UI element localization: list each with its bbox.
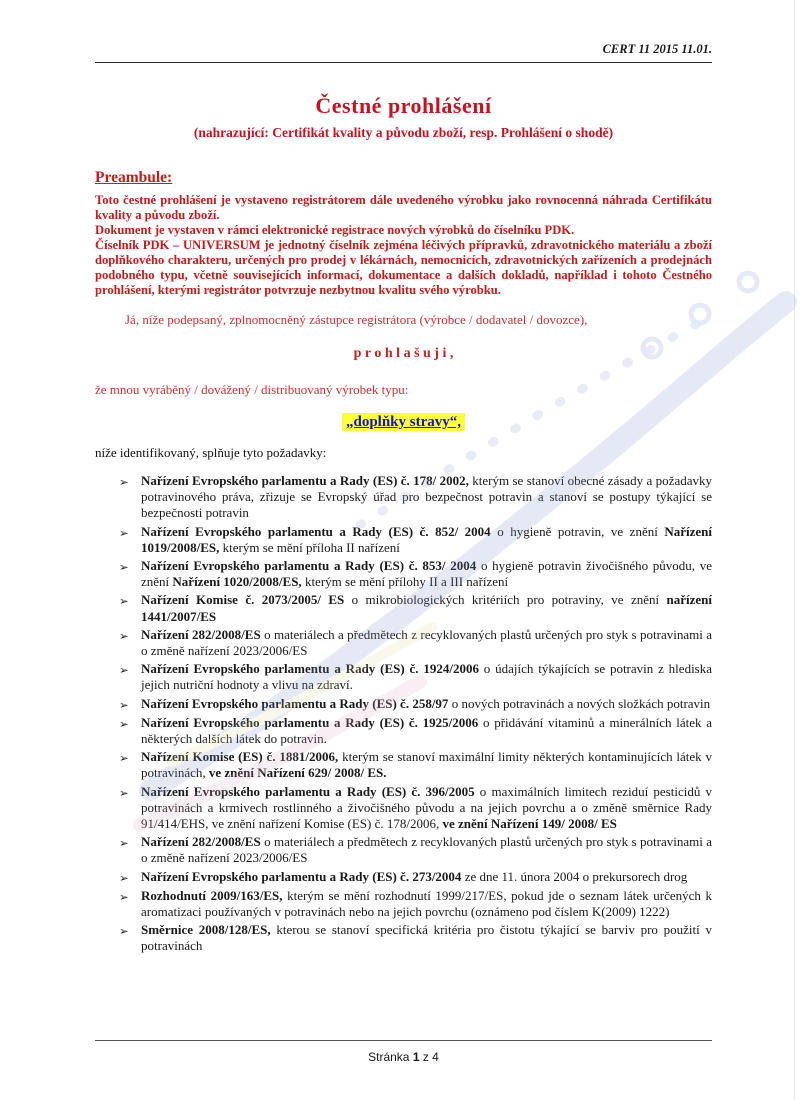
list-item [119,661,712,693]
list-item-text: Nařízení 282/2008/ES o materiálech a předmětech z recyklovaných plastů určených pro styk s potravinami a o změně nařízení 2023/2006/ES [141,626,712,659]
declaration-intro: Já, níže podepsaný, zplnomocněný zástupce registrátora (výrobce / dodavatel / dovozce), [125,312,588,327]
arrow-bullet-icon: ➢ [119,560,129,575]
list-item-text: Nařízení Evropského parlamentu a Rady (ES) č. 273/2004 ze dne 11. února 2004 o prekursorech drog [141,868,688,884]
list-item-text: Rozhodnutí 2009/163/ES, kterým se mění rozhodnutí 1999/217/ES, pokud jde o seznam látek určených k aromatizaci používaných v potravinách nebo na jejich povrchu (oznámeno pod číslem K(2009) 1222) [141,887,712,920]
header-rule [95,62,712,63]
arrow-bullet-icon: ➢ [119,716,129,731]
list-item-text: Nařízení Evropského parlamentu a Rady (ES) č. 1925/2006 o přidávání vitaminů a minerálních látek a některých dalších látek do potravin. [141,714,713,747]
product-type-row [95,413,712,431]
list-item [119,715,712,747]
list-item-text: Směrnice 2008/128/ES, kterou se stanoví specifická kritéria pro čistotu týkající se barviv pro použití v potravinách [141,922,713,954]
footer-rule [95,1040,712,1041]
list-item-text: Nařízení Evropského parlamentu a Rady (ES) č. 1924/2006 o údajích týkajících se potravin z hlediska jejich nutriční hodnoty a vlivu na zdraví. [141,661,713,693]
arrow-bullet-icon: ➢ [119,889,129,904]
product-type-highlight: „doplňky stravy“, [342,413,465,431]
list-item [119,696,712,713]
arrow-bullet-icon: ➢ [119,924,129,939]
list-item-text: Nařízení 282/2008/ES o materiálech a předmětech z recyklovaných plastů určených pro styk s potravinami a o změně nařízení 2023/2006/ES [141,834,712,866]
list-item [119,749,712,781]
arrow-bullet-icon: ➢ [119,663,129,678]
list-item-text: Nařízení Evropského parlamentu a Rady (ES) č. 178/ 2002, kterým se stanoví obecné zásady a požadavky potravinového práva, zřizuje se Evropský úřad pro bezpečnost potravin a stanoví se postupy týkající se bezpečnosti potravin [141,473,712,521]
arrow-bullet-icon: ➢ [119,751,129,766]
doc-code: CERT 11 2015 11.01. [602,42,712,56]
document-content [0,42,800,955]
arrow-bullet-icon: ➢ [119,697,129,712]
list-item-text: Nařízení Komise (ES) č. 1881/2006, kterým se stanoví maximální limity některých kontaminujících látek v potravinách, ve znění Nařízení 629/ 2008/ ES. [141,749,713,781]
list-item [119,888,712,920]
page-title: Čestné prohlášení [315,93,492,118]
list-item-text: Nařízení Evropského parlamentu a Rady (ES) č. 853/ 2004 o hygieně potravin živočišného původu, ve znění Nařízení 1020/2008/ES, kterým se mění přílohy II a III nařízení [141,558,713,590]
arrow-bullet-icon: ➢ [119,628,129,643]
arrow-bullet-icon: ➢ [119,870,129,885]
list-item [119,627,712,659]
arrow-bullet-icon: ➢ [119,525,129,540]
page-number-label [95,1050,712,1064]
page-label-prefix: Stránka [368,1050,413,1064]
list-item [119,524,712,556]
page-subtitle: (nahrazující: Certifikát kvality a původu zboží, resp. Prohlášení o shodě) [193,125,614,140]
arrow-bullet-icon: ➢ [119,836,129,851]
list-item [119,473,712,522]
arrow-bullet-icon: ➢ [119,475,129,489]
list-item [119,784,712,833]
page-footer [95,1040,712,1064]
page-label-suffix: z 4 [419,1050,439,1064]
list-item [119,834,712,866]
product-line: že mnou vyráběný / dovážený / distribuovaný výrobek typu: [95,382,409,397]
preamble-paragraph: Dokument je vystaven v rámci elektronické registrace nových výrobků do číselníku PDK. [95,223,575,237]
page-number: 1 [412,1050,420,1064]
preamble-heading: Preambule: [95,169,173,186]
declaration-verb: p r o h l a š u j i , [353,346,454,361]
arrow-bullet-icon: ➢ [119,785,129,800]
requirements-intro: níže identifikovaný, splňuje tyto požadavky: [95,445,327,460]
preamble-paragraph: Toto čestné prohlášení je vystaveno registrátorem dále uvedeného výrobku jako rovnocenná náhrada Certifikátu kvality a původu zboží. [95,193,712,222]
list-item [119,922,712,954]
list-item [119,558,712,590]
preamble-paragraph: Číselník PDK – UNIVERSUM je jednotný číselník zejména léčivých přípravků, zdravotnického materiálu a zboží doplňkového charakteru, určených pro prodej v lékárnách, nemocnicích, zdravotnických zařízeních a prodejnách podobného typu, včetně souvisejících informací, dokumentace a dalších dokladů, například i tohoto Čestného prohlášení, kterými registrátor potvrzuje nezbytnou kvalitu svého výrobku. [95,238,712,297]
requirements-list [95,473,712,955]
list-item-text: Nařízení Komise č. 2073/2005/ ES o mikrobiologických kritériích pro potraviny, ve znění nařízení 1441/2007/ES [141,592,712,624]
list-item [119,869,712,886]
list-item-text: Nařízení Evropského parlamentu a Rady (ES) č. 396/2005 o maximálních limitech reziduí pesticidů v potravinách a krmivech rostlinného a živočišného původu a na jejich povrchu a o změně směrnice Rady 91/414/EHS, ve znění nařízení Komise (ES) č. 178/2006, ve znění Nařízení 149/ 2008/ ES [141,783,713,832]
list-item-text: Nařízení Evropského parlamentu a Rady (ES) č. 852/ 2004 o hygieně potravin, ve znění Nařízení 1019/2008/ES, kterým se mění příloha II nařízení [141,523,712,555]
arrow-bullet-icon: ➢ [119,594,129,609]
list-item-text: Nařízení Evropského parlamentu a Rady (ES) č. 258/97 o nových potravinách a nových složkách potravin [141,695,711,711]
list-item [119,592,712,624]
